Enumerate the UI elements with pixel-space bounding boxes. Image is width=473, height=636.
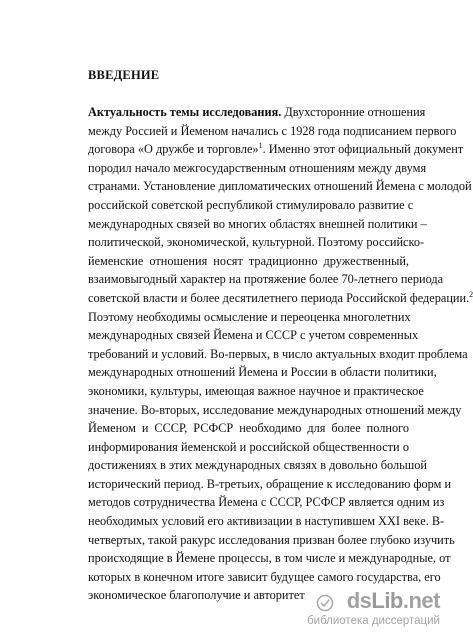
text-line (88, 122, 457, 141)
text-line (88, 363, 437, 382)
dslib-logo-icon (316, 594, 334, 612)
watermark-subtitle: библиотека диссертаций (307, 615, 440, 627)
text-line (88, 326, 419, 345)
line-text: значение. Во-вторых, исследование международных отношений между (88, 402, 462, 417)
text-line (88, 512, 445, 531)
line-text: Поэтому необходимы осмысление и переоценка многолетних (88, 309, 411, 324)
line-text: международных связей Йемена и СССР с учетом современных (88, 328, 419, 343)
text-line (88, 177, 472, 196)
watermark-logo-main: Lib (371, 588, 403, 613)
text-line (88, 233, 425, 252)
line-text: экономическое благополучие и авторитет (88, 588, 305, 603)
line-text: необходимых условий его активизации в наступившем XXI векe. В- (88, 514, 445, 529)
text-line (88, 270, 444, 289)
text-line (88, 140, 464, 159)
line-text: странами. Установление дипломатических отношений Йемена с молодой (88, 179, 472, 194)
text-line (88, 475, 452, 494)
text-line (88, 103, 426, 122)
line-text: между Россией и Йеменом начались с 1928 года подписанием первого (88, 123, 457, 138)
line-text: экономики, культуры, имеющая важное научное и практическое (88, 383, 424, 398)
text-line (88, 382, 424, 401)
line-text: российской советской республикой стимулировало развитие с (88, 197, 414, 212)
line-text: достижениях в этих международных связях в довольно большой (88, 458, 427, 473)
text-line (88, 549, 451, 568)
line-text: исторический период. В-третьих, обращение к исследованию форм и (88, 476, 452, 491)
text-line (88, 568, 441, 587)
text-line (88, 308, 409, 327)
text-line (88, 493, 445, 512)
line-text: международных отношений Йемена и России в области политики, (88, 365, 437, 380)
bold-lead-in: Актуальность темы исследования. (88, 105, 282, 119)
text-line (88, 159, 427, 178)
line-text: Двухсторонние отношения (281, 105, 426, 119)
watermark-logo (347, 588, 440, 614)
line-text: требований и условий. Во-первых, в число актуальных входит проблема (88, 346, 468, 361)
line-text: методов сотрудничества Йемена с СССР, РСФСР является одним из (88, 495, 445, 510)
text-line (88, 438, 409, 457)
text-line (88, 345, 468, 364)
text-line (88, 289, 473, 308)
footnote-marker: 2 (469, 289, 473, 299)
line-text: договора «О дружбе и торговле» (88, 142, 259, 157)
line-text: происходящие в Йемене процессы, в том числе и международные, от (88, 551, 451, 566)
line-text: йеменские отношения носят традиционно дружественный, (88, 253, 409, 268)
text-line (88, 196, 414, 215)
line-text: международных связей во многих областях внешней политики – (88, 216, 427, 231)
line-text: четвертых, такой ракурс исследования призван более глубоко изучить (88, 532, 455, 547)
line-text: Йеменом и СССР, РСФСР необходимо для более полного (88, 421, 409, 436)
text-line (88, 252, 409, 271)
line-text: взаимовыгодный характер на протяжение более 70-летнего периода (88, 272, 444, 287)
document-heading: ВВЕДЕНИЕ (88, 68, 160, 82)
line-text: которых в конечном итоге зависит будущее самого государства, его (88, 569, 441, 584)
watermark-logo-suffix: .net (402, 588, 440, 613)
watermark (307, 588, 442, 632)
watermark-logo-prefix: ds (346, 588, 372, 613)
line-text: породил начало межгосударственным отношениям между двумя (88, 160, 427, 175)
text-line (88, 531, 455, 550)
text-line (88, 401, 462, 420)
text-line (88, 215, 427, 234)
line-text: информирования йеменской и российской общественности о (88, 439, 409, 454)
text-line (88, 419, 409, 438)
footnote-marker: 1 (258, 141, 263, 151)
text-line (88, 456, 427, 475)
line-text: политической, экономической, культурной. Поэтому российско- (88, 235, 425, 250)
line-text-continued: . Именно этот официальный документ (262, 142, 464, 157)
line-text: советской власти и более десятилетнего периода Российской федерации. (88, 290, 470, 305)
